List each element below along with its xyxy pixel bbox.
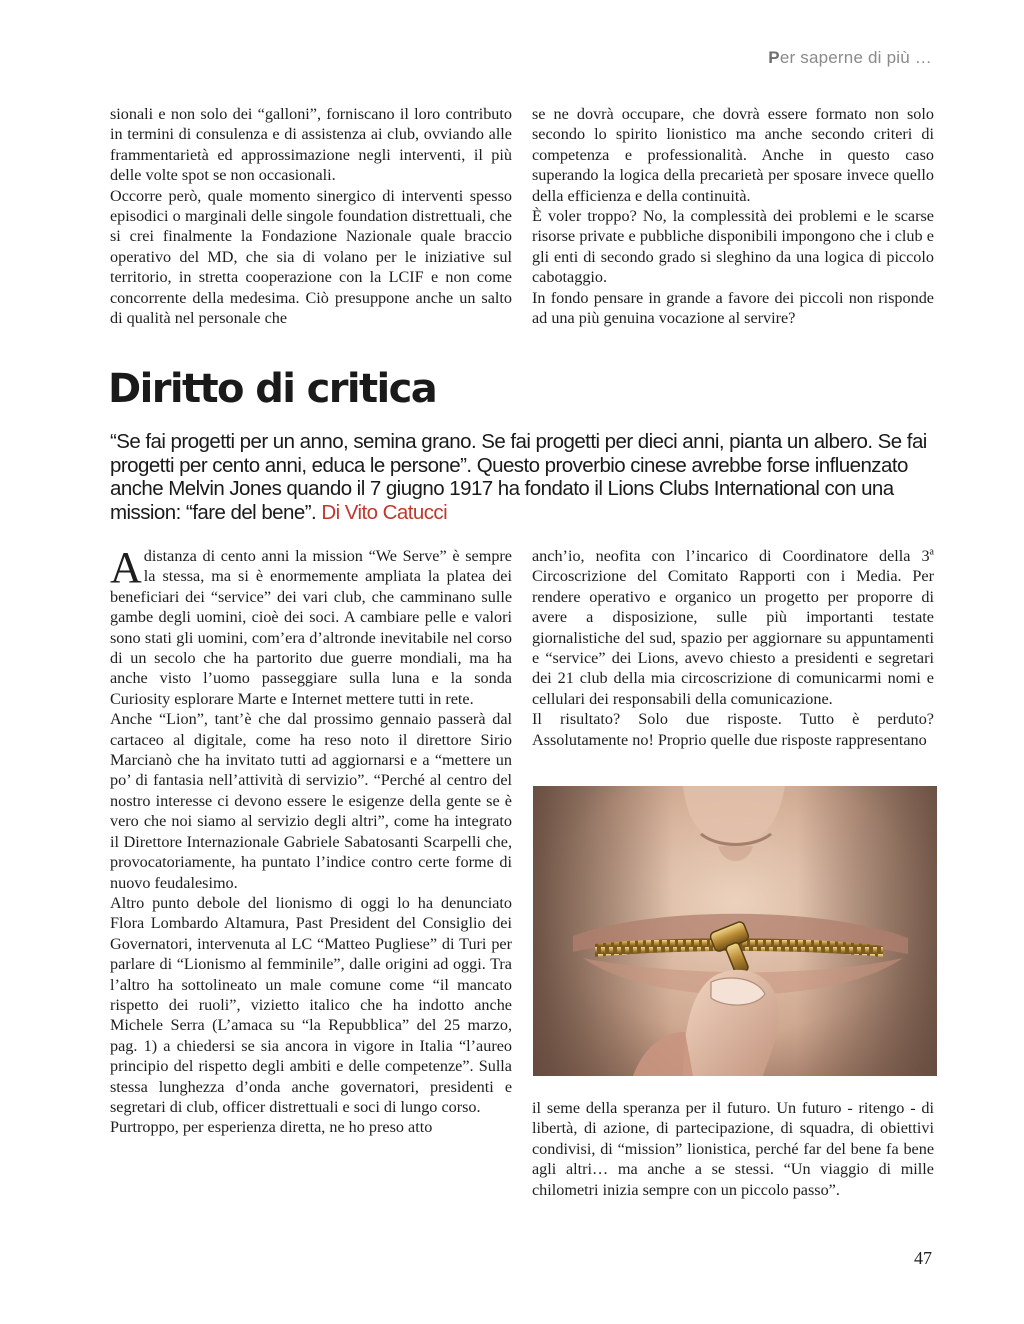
paragraph: Anche “Lion”, tant’è che dal prossimo gennaio passerà dal cartaceo al digitale, come ha reso noto il direttore Sirio Marcianò che ha invitato tutti ad aggiornarsi e a “mettere un po’ di fantasia nell’attività di servizio”. “Perché al centro del nostro interesse ci devono essere le esigenze della gente se è vero che noi siamo al servizio degli altri”, come ha integrato il Direttore Internazionale Gabriele Sabatosanti Scarpelli che, provocatoriamente, ha puntato l’indice contro certe forme di nuovo feudalesimo.	[110, 710, 512, 892]
paragraph: Purtroppo, per esperienza diretta, ne ho preso atto	[110, 1118, 433, 1137]
zipper-mouth-illustration	[533, 786, 937, 1076]
drop-cap: A	[110, 543, 142, 592]
article-left-column	[110, 543, 512, 1138]
page-number: 47	[914, 1248, 932, 1268]
article-right-column-top	[532, 546, 934, 750]
continued-text-left-column	[110, 104, 512, 328]
paragraph: Altro punto debole del lionismo di oggi lo ha denunciato Flora Lombardo Altamura, Past President del Consiglio dei Governatori, intervenuta al LC “Matteo Pugliese” di Turi per parlare di “Lionismo al femminile”, dalle origini ad oggi. Tra l’altro ha sottolineato un male comune come “il mancato rispetto dei ruoli”, vizietto italico che ha indotto anche Michele Serra (L’amaca su “la Repubblica” del 25 marzo, pag. 1) a chiedersi se sia ancora in vigore in Italia “l’aureo principio del rispetto degli ambiti e delle competenze”. Sulla stessa lunghezza d’onda anche governatori, presidenti e segretari di club, officer distrettuali e soci di lungo corso.	[110, 893, 512, 1116]
paragraph: In fondo pensare in grande a favore dei piccoli non risponde ad una più genuina vocazione al servire?	[532, 288, 934, 328]
zipper-mouth-photo	[533, 786, 937, 1076]
continued-text-right-column	[532, 104, 934, 328]
superscript: a	[929, 546, 934, 558]
running-header-text: er saperne di più …	[779, 48, 932, 67]
paragraph-text: Circoscrizione del Comitato Rapporti con i Media. Per rendere operativo e organico un progetto per proporre di avere a disposizione, sulle più importanti testate giornalistiche del sud, spazio per aggiornare su appuntamenti e “service” dei Lions, avevo chiesto a presidenti e segretari dei 21 club della mia circoscrizione di comunicarmi nomi e cellulari dei responsabili della comunicazione.	[532, 567, 934, 708]
paragraph	[532, 546, 934, 709]
paragraph: se ne dovrà occupare, che dovrà essere formato non solo secondo lo spirito lionistico ma anche secondo criteri di competenza e professionalità. Anche in questo caso superando la logica della precarietà per sposare invece quello della efficienza e della continuità.	[532, 105, 934, 205]
standfirst-text: “Se fai progetti per un anno, semina grano. Se fai progetti per dieci anni, pianta un albero. Se fai progetti per cento anni, educa le persone”. Questo proverbio cinese avrebbe forse influenzato anche Melvin Jones quando il 7 giugno 1917 ha fondato il Lions Clubs International con una mission: “fare del bene”.	[110, 430, 927, 524]
article-right-column-bottom	[532, 1098, 934, 1200]
article-byline: Di Vito Catucci	[321, 500, 448, 524]
paragraph-text: anch’io, neofita con l’incarico di Coordinatore della 3	[532, 547, 930, 565]
running-header	[768, 48, 932, 68]
article-standfirst	[110, 430, 940, 524]
paragraph: Occorre però, quale momento sinergico di interventi spesso episodici o marginali delle singole foundation distrettuali, che si crei finalmente la Fondazione Nazionale quale braccio operativo del MD, che sia di volano per le iniziative sul territorio, in stretta cooperazione con la LCIF e non come concorrente della medesima. Ciò presuppone anche un salto di qualità nel personale che	[110, 186, 512, 328]
paragraph: il seme della speranza per il futuro. Un futuro - ritengo - di libertà, di azione, di partecipazione, di squadra, di obiettivi condivisi, di “mission” lionistica, perché far del bene fa bene agli altri… ma anche a se stessi. “Un viaggio di mille chilometri inizia sempre con un piccolo passo”.	[532, 1099, 934, 1199]
article-title: Diritto di critica	[108, 366, 437, 412]
running-header-initial: P	[768, 48, 780, 67]
paragraph: È voler troppo? No, la complessità dei problemi e le scarse risorse private e pubbliche disponibili impongono che i club e gli enti di secondo grado si sleghino da una logica di piccolo cabotaggio.	[532, 207, 934, 287]
paragraph: Il risultato? Solo due risposte. Tutto è perduto? Assolutamente no! Proprio quelle due risposte rappresentano	[532, 710, 934, 749]
paragraph: sionali e non solo dei “galloni”, forniscano il loro contributo in termini di consulenza e di assistenza ai club, ovviando alle frammentarietà ed approssimazione negli interventi, il più delle volte spot se non occasionali.	[110, 105, 512, 185]
paragraph	[110, 543, 512, 709]
paragraph-text: distanza di cento anni la mission “We Serve” è sempre la stessa, ma si è enormemente ampliata la platea dei beneficiari dei “service” dei vari club, che camminano sulle gambe degli uomini, cioè dei soci. A cambiare pelle e valori sono stati gli uomini, com’era d’altronde inevitabile nel corso di un secolo che ha partorito due guerre mondiali, ma ha anche visto l’uomo passeggiare sulla luna e la sonda Curiosity esplorare Marte e Internet mettere tutti in rete.	[110, 547, 512, 708]
